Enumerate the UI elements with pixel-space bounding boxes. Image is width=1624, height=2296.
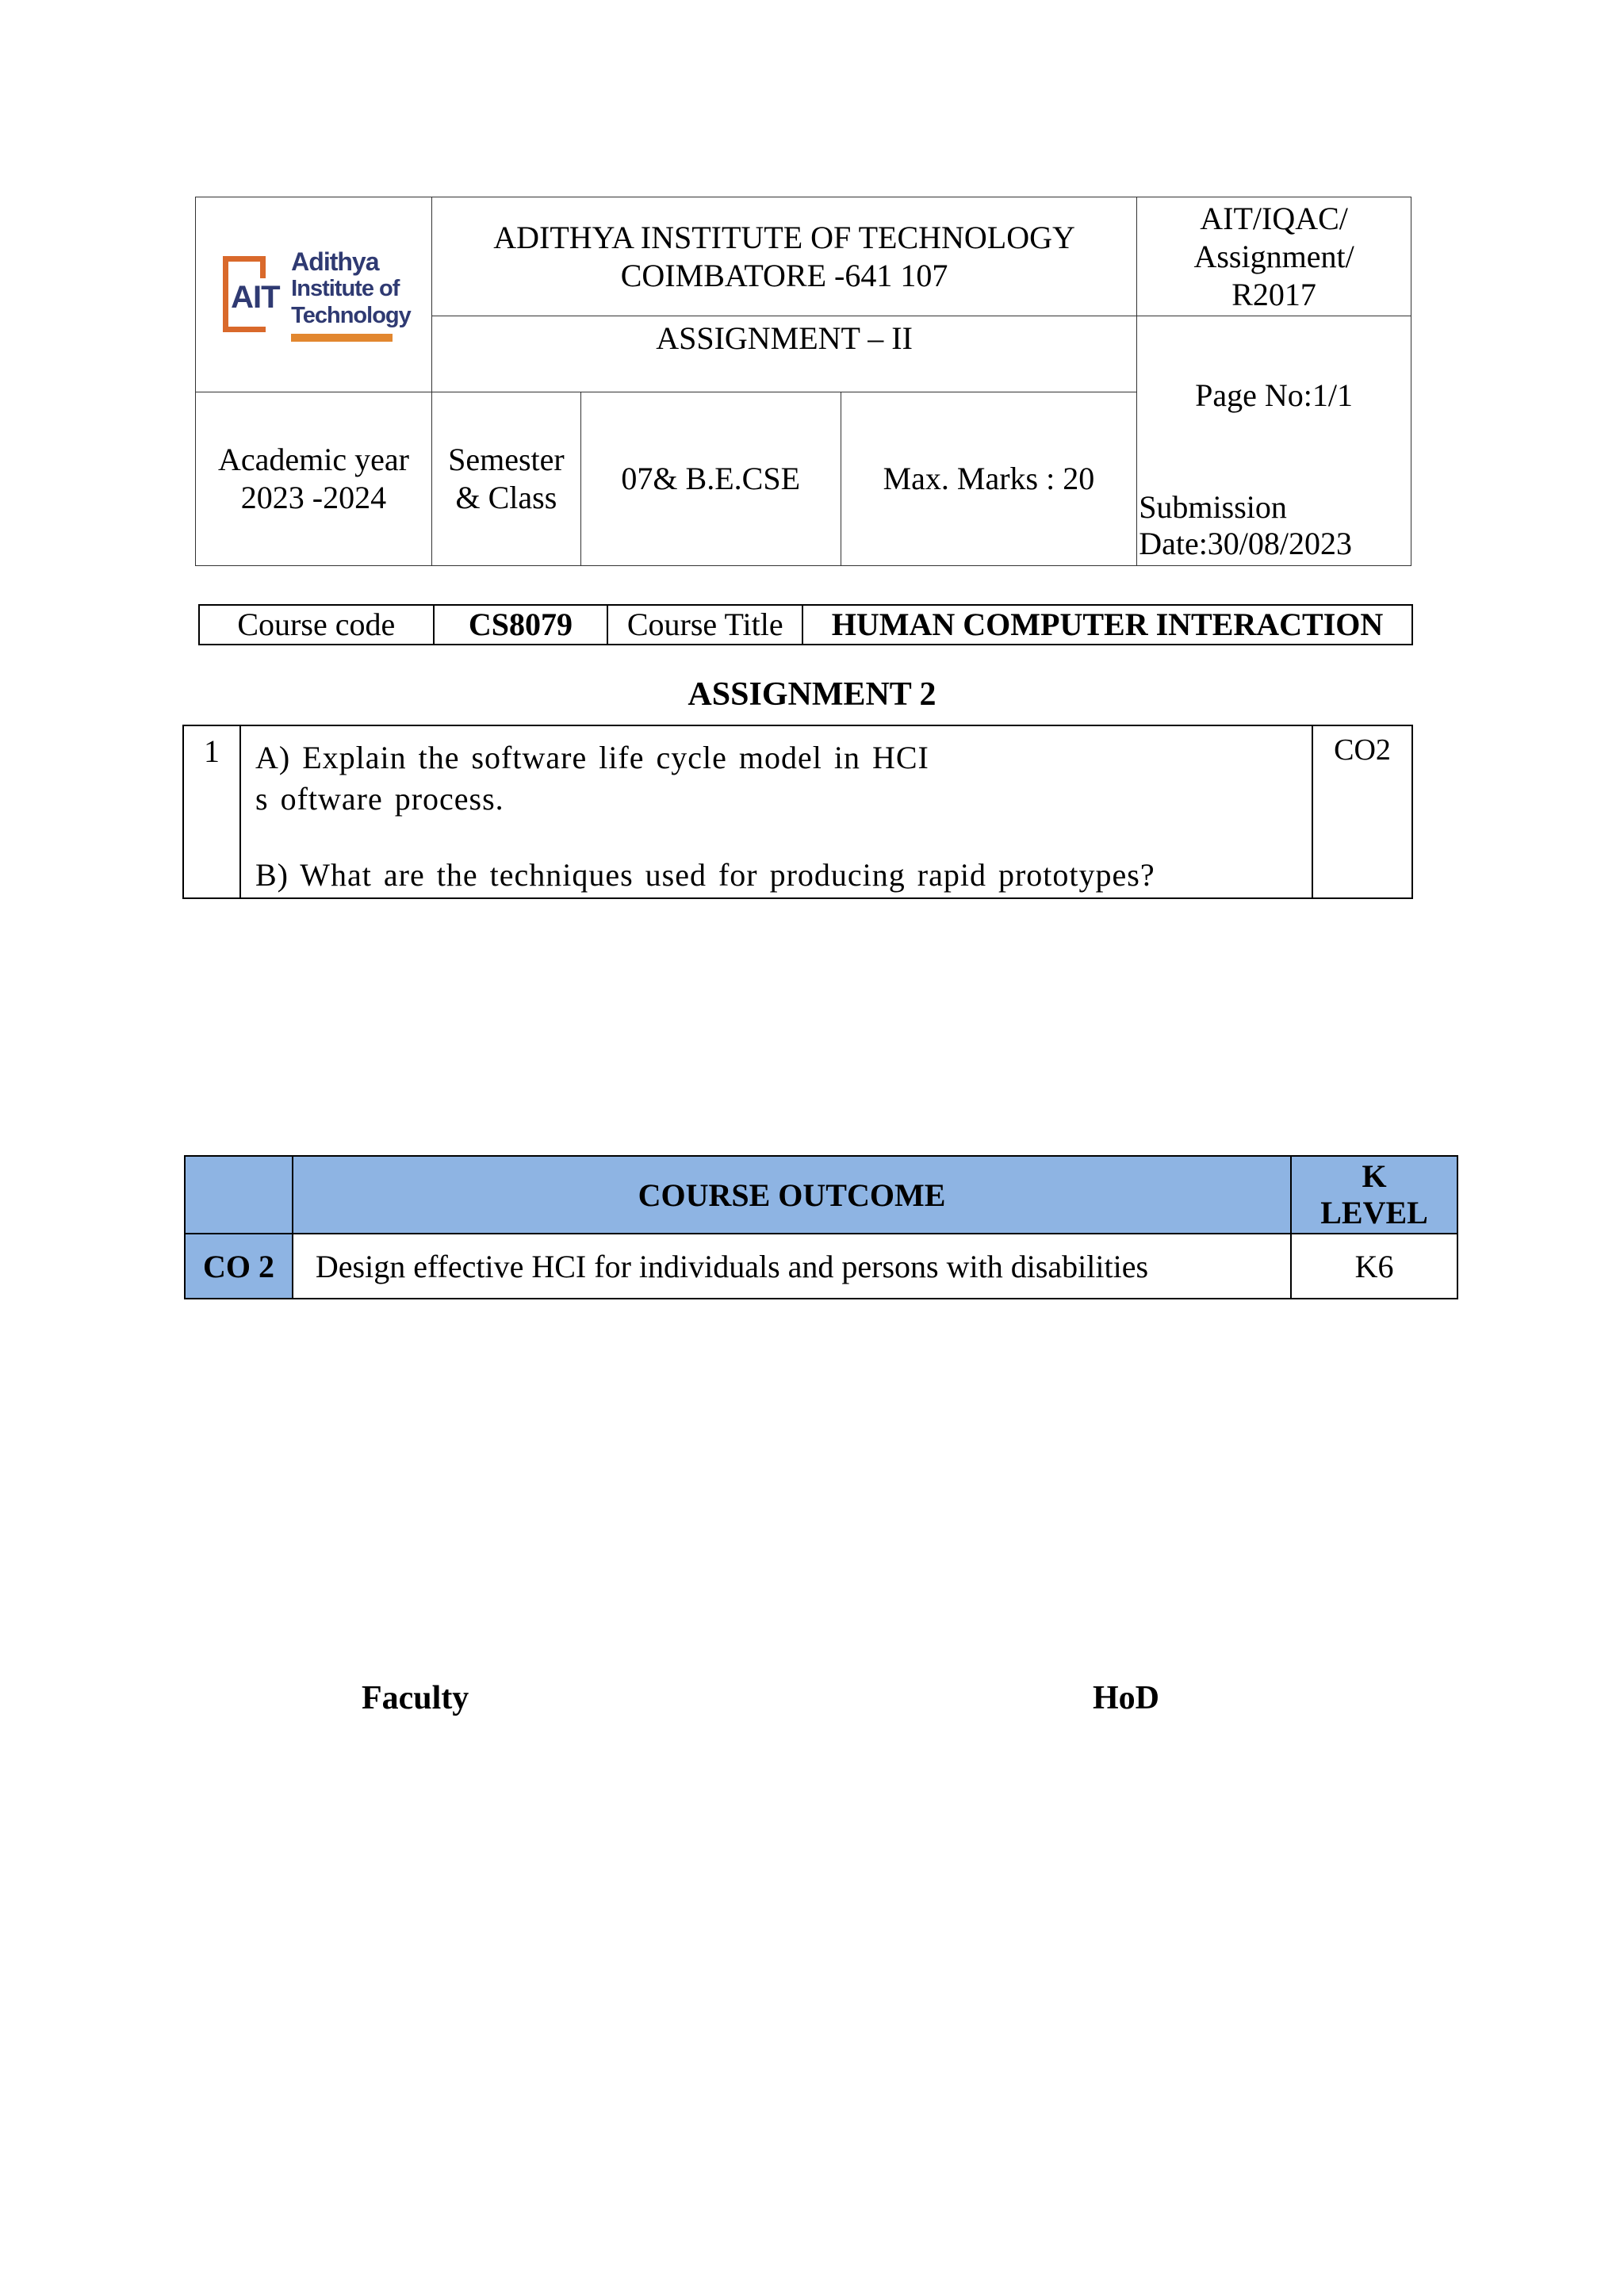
page-number: Page No:1/1 (1195, 377, 1354, 413)
header-table (195, 197, 1411, 566)
institute-name: ADITHYA INSTITUTE OF TECHNOLOGY (493, 219, 1075, 255)
institute-city: COIMBATORE -641 107 (620, 257, 948, 293)
course-table (198, 604, 1413, 645)
assignment-label-cell (431, 316, 1136, 392)
academic-year-cell (196, 392, 432, 566)
outcome-description: Design effective HCI for individuals and persons with disabilities (293, 1234, 1291, 1299)
table-row (185, 1234, 1457, 1299)
question-part-b: B) What are the techniques used for producing rapid prototypes? (255, 857, 1155, 893)
course-code-label: Course code (199, 605, 434, 645)
logo-cell (196, 197, 432, 392)
question-part-a: A) Explain the software life cycle model in HCI (255, 740, 929, 775)
page-info-cell (1137, 316, 1411, 566)
course-title-value: HUMAN COMPUTER INTERACTION (802, 605, 1412, 645)
institute-name-cell (431, 197, 1136, 316)
outcome-header-blank (185, 1156, 293, 1234)
outcome-k-level: K6 (1291, 1234, 1457, 1299)
class-label: & Class (455, 480, 557, 515)
hod-signature-label: HoD (1093, 1680, 1159, 1716)
question-co: CO2 (1312, 725, 1412, 898)
outcome-co: CO 2 (185, 1234, 293, 1299)
question-table (182, 725, 1413, 899)
faculty-signature-label: Faculty (362, 1680, 469, 1716)
semester-label: Semester (448, 442, 565, 477)
doc-code-line: AIT/IQAC/ (1200, 200, 1348, 236)
logo-mark-icon: AIT (216, 251, 283, 339)
course-outcome-table (184, 1155, 1458, 1299)
institute-logo: AIT Adithya Institute of Technology (196, 248, 431, 342)
academic-year-label: Academic year (217, 442, 409, 477)
doc-code-line: R2017 (1231, 276, 1316, 312)
course-title-label: Course Title (607, 605, 802, 645)
semester-label-cell (431, 392, 580, 566)
submission-date: Submission Date:30/08/2023 (1139, 489, 1353, 561)
k-level-header: K LEVEL (1291, 1156, 1457, 1234)
semester-value: 07& B.E.CSE (580, 392, 841, 566)
assignment-title: ASSIGNMENT 2 (688, 676, 936, 713)
question-number: 1 (183, 725, 240, 898)
question-text (240, 725, 1312, 898)
course-code-value: CS8079 (434, 605, 608, 645)
academic-year-value: 2023 -2024 (240, 480, 387, 515)
assignment-label: ASSIGNMENT – II (656, 320, 913, 356)
outcome-header: COURSE OUTCOME (293, 1156, 1291, 1234)
question-part-a-cont: s oftware process. (255, 781, 504, 817)
max-marks: Max. Marks : 20 (841, 392, 1137, 566)
doc-code-cell (1137, 197, 1411, 316)
doc-code-line: Assignment/ (1193, 238, 1354, 274)
